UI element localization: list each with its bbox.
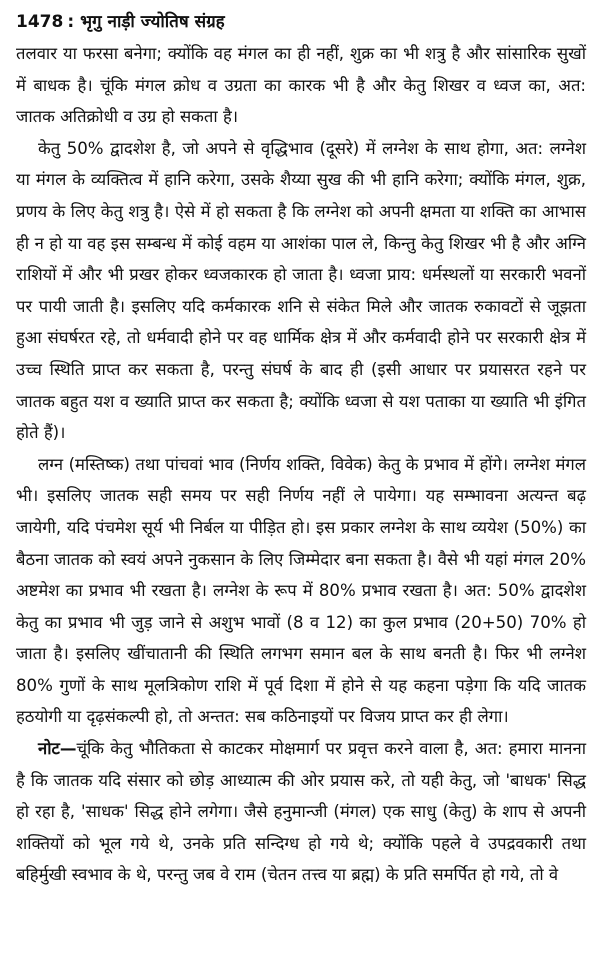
note-label: नोट—	[38, 739, 77, 759]
paragraph-continuation	[16, 38, 586, 133]
paragraph-text: लग्न (मस्तिष्क) तथा पांचवां भाव (निर्णय शक्ति, विवेक) केतु के प्रभाव में होंगे। लग्नेश मंगल भी। इसलिए जातक सही समय पर सही निर्णय नहीं ले पायेगा। यह सम्भावना अत्यन्त बढ़ जायेगी, यदि पंचमेश सूर्य भी निर्बल या पीड़ित हो। इस प्रकार लग्नेश के साथ व्ययेश (50%) का बैठना जातक को स्वयं अपने नुकसान के लिए जिम्मेदार बना सकता है। वैसे भी यहां मंगल 20% अष्टमेश का प्रभाव भी रखता है। लग्नेश के रूप में 80% प्रभाव रखता है। अत: 50% द्वादशेश केतु का प्रभाव भी जुड़ जाने से अशुभ भावों (8 व 12) का कुल प्रभाव (20+50) 70% हो जाता है। इसलिए खींचातानी की स्थिति लगभग समान बल के साथ बनती है। फिर भी लग्नेश 80% गुणों के साथ मूलत्रिकोण राशि में पूर्व दिशा में होने से यह कहना पड़ेगा कि यदि जातक हठयोगी या दृढ़संकल्पी हो, तो अन्तत: सब कठिनाइयों पर विजय प्राप्त कर ही लेगा।	[16, 454, 586, 727]
paragraph-text: केतु 50% द्वादशेश है, जो अपने से वृद्धिभाव (दूसरे) में लग्नेश के साथ होगा, अत: लग्नेश या मंगल के व्यक्तित्व में हानि करेगा, उसके शैय्या सुख की भी हानि करेगा; क्योंकि मंगल, शुक्र, प्रणय के लिए केतु शत्रु है। ऐसे में हो सकता है कि लग्नेश को अपनी क्षमता या शक्ति का आभास ही न हो या वह इस सम्बन्ध में कोई वहम या आशंका पाल ले, किन्तु केतु शिखर भी है और अग्नि राशियों में और भी प्रखर होकर ध्वजकारक हो जाता है। ध्वजा प्राय: धर्मस्थलों या सरकारी भवनों पर पायी जाती है। इसलिए यदि कर्मकारक शनि से संकेत मिले और जातक रुकावटों से जूझता हुआ संघर्षरत रहे, तो धर्मवादी होने पर वह धार्मिक क्षेत्र में और कर्मवादी होने पर सरकारी क्षेत्र में उच्च स्थिति प्राप्त कर सकता है, परन्तु संघर्ष के बाद ही (इसी आधार पर प्रयासरत रहने पर जातक बहुत यश व ख्याति प्राप्त कर सकता है; क्योंकि ध्वजा से यश पताका या ख्याति भी इंगित होते हैं)।	[16, 138, 586, 443]
paragraph-lagna-mastishk	[16, 449, 586, 733]
header-separator: :	[67, 12, 75, 32]
paragraph-text: चूंकि केतु भौतिकता से काटकर मोक्षमार्ग पर प्रवृत्त करने वाला है, अत: हमारा मानना है कि जातक यदि संसार को छोड़ आध्यात्म की ओर प्रयास करे, तो यही केतु, जो 'बाधक' सिद्ध हो रहा है, 'साधक' सिद्ध होने लगेगा। जैसे हनुमान्जी (मंगल) एक साधु (केतु) के शाप से अपनी शक्तियों को भूल गये थे, उनके प्रति सन्दिग्ध हो गये थे; क्योंकि पहले वे उपद्रवकारी तथा बहिर्मुखी स्वभाव के थे, परन्तु जब वे राम (चेतन तत्त्व या ब्रह्म) के प्रति समर्पित हो गये, तो वे	[16, 739, 586, 885]
page-number: 1478	[16, 12, 64, 32]
page-header	[16, 8, 586, 36]
paragraph-text: तलवार या फरसा बनेगा; क्योंकि वह मंगल का ही नहीं, शुक्र का भी शत्रु है और सांसारिक सुखों में बाधक है। चूंकि मंगल क्रोध व उग्रता का कारक भी है और केतु शिखर व ध्वज का, अत: जातक अतिक्रोधी व उग्र हो सकता है।	[16, 44, 586, 127]
book-title: भृगु नाड़ी ज्योतिष संग्रह	[80, 12, 225, 32]
paragraph-note	[16, 733, 586, 891]
paragraph-ketu-dwadashesh	[16, 133, 586, 449]
